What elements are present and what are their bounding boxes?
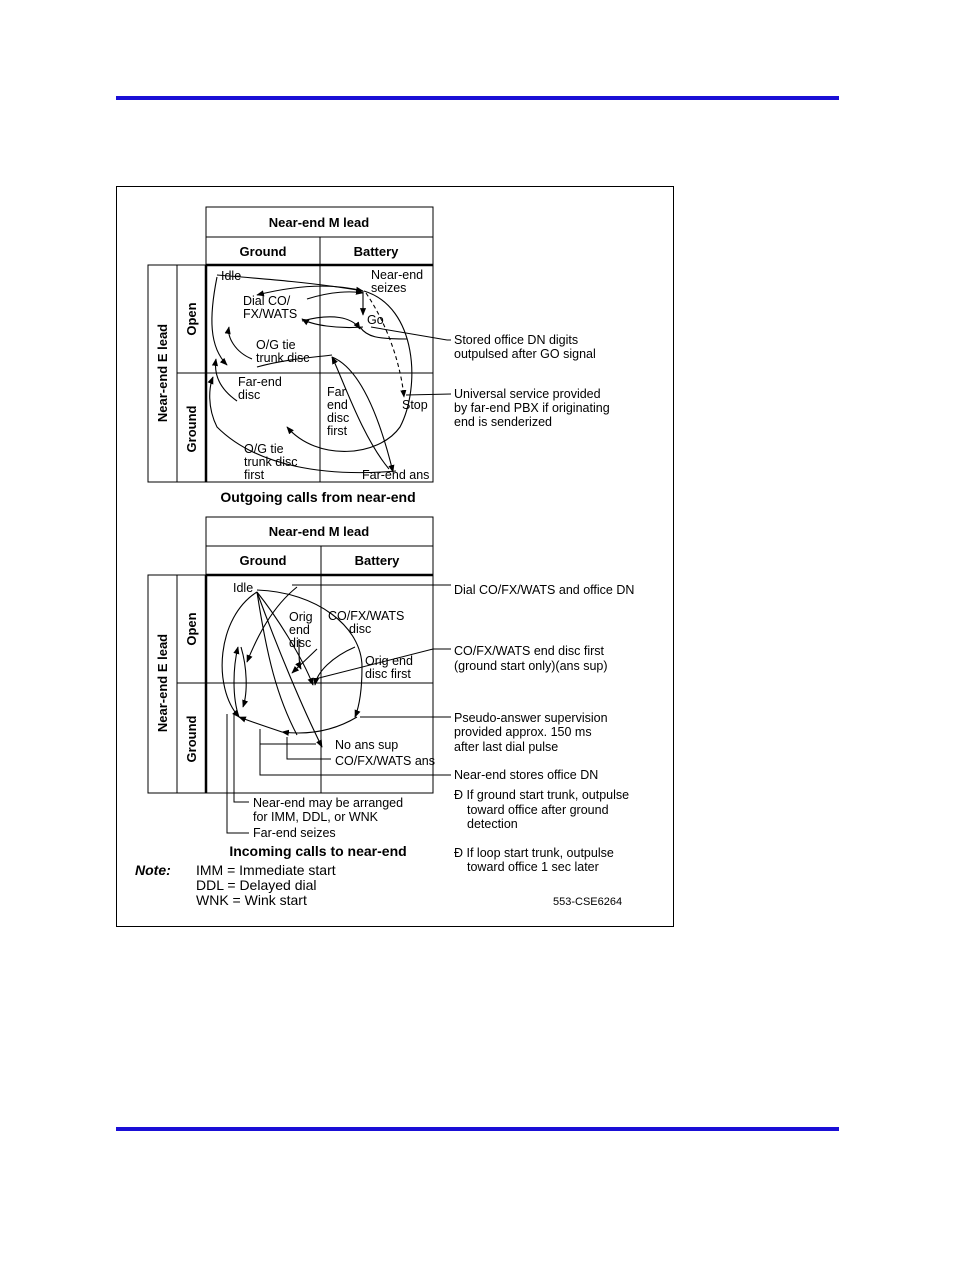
state-far-end-disc-2: disc [238,388,261,402]
state-dial-2: FX/WATS [243,307,298,321]
note-label: Note: [135,862,171,878]
callout-loop-start: Ð If loop start trunk, outpulse [454,846,614,860]
bottom-header-m-lead: Near-end M lead [268,524,370,539]
callout-dial-office-dn: Dial CO/FX/WATS and office DN [454,583,635,597]
state-diagram-figure [116,186,674,927]
callout-far-end-seizes: Far-end seizes [253,826,336,840]
header-rule [116,96,839,100]
bottom-col-ground: Ground [239,553,287,568]
top-col-ground: Ground [239,244,287,259]
state-stop: Stop [402,398,428,412]
state-orig-end-disc-2: end [289,623,310,637]
state-far-end-disc-first-2: end [327,398,348,412]
state-far-end-disc: Far-end [238,375,282,389]
state-go: Go [367,313,384,327]
top-row-open: Open [184,302,199,336]
callout-end-disc-first-2: (ground start only)(ans sup) [454,659,608,673]
state-far-end-disc-first-3: disc [327,411,350,425]
callout-stores-office-dn: Near-end stores office DN [454,768,599,782]
state-tie-trunk-disc: O/G tie [256,338,296,352]
state-near-end-seizes: Near-end [371,268,424,282]
state-no-ans-sup: No ans sup [335,738,399,752]
callout-ground-start-2: toward office after ground [467,803,609,817]
state-far-end-disc-first: Far [327,385,346,399]
state-orig-end-disc: Orig [289,610,313,624]
state-near-end-seizes-2: seizes [371,281,407,295]
top-row-e-lead: Near-end E lead [155,323,170,423]
state-far-end-ans: Far-end ans [362,468,430,482]
bottom-row-open: Open [184,612,199,646]
state-orig-end-disc-3: disc [289,636,312,650]
top-caption: Outgoing calls from near-end [220,489,416,505]
callout-arranged-2: for IMM, DDL, or WNK [253,810,379,824]
note-imm: IMM = Immediate start [196,862,336,878]
bottom-col-battery: Battery [354,553,400,568]
figure-id: 553-CSE6264 [553,896,623,908]
state-in-idle: Idle [233,581,254,595]
note-wnk: WNK = Wink start [196,892,307,908]
state-tie-trunk-disc-first-3: first [244,468,265,482]
callout-pseudo-answer-3: after last dial pulse [454,740,559,754]
state-tie-trunk-disc-2: trunk disc [256,351,310,365]
state-orig-end-disc-first-2: disc first [365,667,411,681]
state-tie-trunk-disc-first: O/G tie [244,442,284,456]
state-tie-trunk-disc-first-2: trunk disc [244,455,298,469]
callout-universal-service: Universal service provided [454,387,601,401]
state-orig-end-disc-first: Orig end [365,654,413,668]
callout-loop-start-2: toward office 1 sec later [467,860,599,874]
state-co-disc-2: disc [349,622,372,636]
state-co-ans: CO/FX/WATS ans [335,754,436,768]
state-idle: Idle [221,269,242,283]
callout-universal-service-2: by far-end PBX if originating [454,401,610,415]
callout-stored-digits-2: outpulsed after GO signal [454,347,596,361]
top-col-battery: Battery [353,244,399,259]
bottom-caption: Incoming calls to near-end [229,843,407,859]
bottom-row-ground: Ground [184,715,199,763]
callout-ground-start-3: detection [467,817,518,831]
state-dial: Dial CO/ [243,294,291,308]
footer-rule [116,1127,839,1131]
top-row-ground: Ground [184,405,199,453]
state-far-end-disc-first-4: first [327,424,348,438]
state-co-disc: CO/FX/WATS [328,609,405,623]
callout-arranged: Near-end may be arranged [253,796,404,810]
callout-universal-service-3: end is senderized [454,415,552,429]
bottom-row-e-lead: Near-end E lead [155,633,170,733]
top-header-m-lead: Near-end M lead [268,215,370,230]
callout-stored-digits: Stored office DN digits [454,333,579,347]
callout-pseudo-answer: Pseudo-answer supervision [454,711,608,725]
callout-end-disc-first: CO/FX/WATS end disc first [454,644,605,658]
note-ddl: DDL = Delayed dial [196,877,317,893]
diagram-canvas [117,187,673,926]
callout-pseudo-answer-2: provided approx. 150 ms [454,725,592,739]
top-transition-arrows [210,275,412,473]
callout-ground-start: Ð If ground start trunk, outpulse [454,788,630,802]
